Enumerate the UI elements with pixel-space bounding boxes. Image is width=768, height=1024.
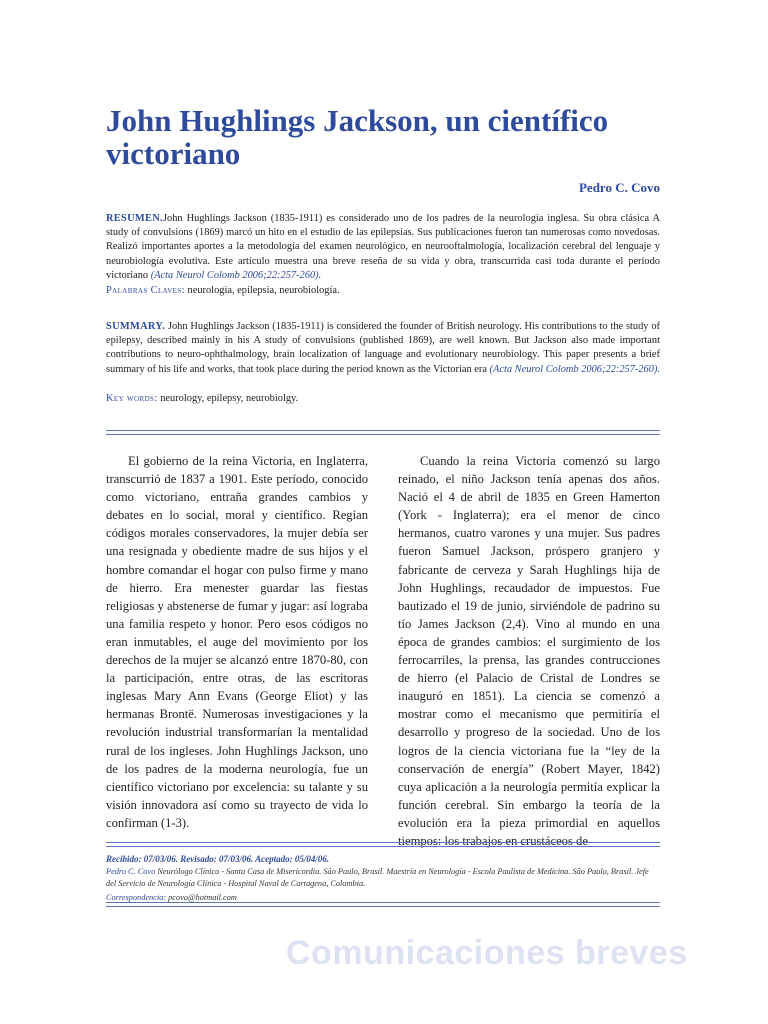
resumen-keywords-label: Palabras Claves: <box>106 285 185 296</box>
summary-citation: (Acta Neurol Colomb 2006;22:257-260). <box>489 363 661 375</box>
body-column-right: Cuando la reina Victoria comenzó su largo reinado, el niño Jackson tenía apenas dos años. Nació el 4 de abril de 1835 en Green Hamerton (York - Inglaterra); era el menor de cinco hermanos, cuatro varones y una mujer. Sus padres fueron Samuel Jackson, próspero granjero y fabricante de cerveza y Sarah Hughlings hija de John Hughlings, recaudador de impuestos. Fue bautizado el 19 de junio, sirviéndole de padrino su tío James Jackson (2,4). Vino al mundo en una época de grandes cambios: el surgimiento de los ferrocarriles, la prensa, las grandes contrucciones de hierro (el Palacio de Cristal de Londres se inauguró en 1851). La ciencia se comenzó a mostrar como el mecanismo que permitiría el desarrollo y progreso de la sociedad. Uno de los logros de la ciencia victoriana fue la “ley de la conservación de energía” (Robert Mayer, 1842) cuya aplicación a la neurología permitía explicar la función cerebral. Sin embargo la teoría de la evolución era la pieza primordial en aquellos tiempos: los trabajos en crustáceos de <box>398 454 660 848</box>
summary-keywords-text: neurology, epilepsy, neurobiolgy. <box>157 393 299 404</box>
footer-divider-top <box>106 842 660 843</box>
correspondence-email: pcovo@hotmail.com <box>166 893 237 902</box>
affiliation-name: Pedro C. Covo <box>106 867 156 876</box>
resumen-keywords <box>106 285 340 296</box>
header-divider-top <box>106 430 660 431</box>
correspondence-label: Correspondencia: <box>106 893 167 902</box>
resumen-abstract <box>106 212 660 283</box>
body-column-left: El gobierno de la reina Victoria, en Inglaterra, transcurrió de 1837 a 1901. Este período, conocido como victoriano, entraña grandes cambios y debates en lo social, moral y científico. Regían códigos morales conservadores, la mujer debía ser una resignada y obediente madre de sus hijos y el hombre comandar el hogar con pulso firme y mano de hierro. Era menester guardar las fiestas religiosas y abstenerse de fumar y jugar: así lograba una familia respeto y honor. Pero esos códigos no eran inmutables, el auge del movimiento por los derechos de la mujer se alcanzó entre 1870-80, con la participación, entre otras, de las escritoras inglesas Mary Ann Evans (George Eliot) y las hermanas Brontë. Numerosas investigaciones y la revolución industrial transformarían la mentalidad rural de los ingleses. John Hughlings Jackson, uno de los padres de la moderna neurología, fue un científico victoriano por excelencia: su talante y su visión innovadora así como su trayecto de vida lo confirman (1-3). <box>106 454 368 830</box>
affiliation-text: Neurólogo Clínico - Santa Casa de Misericordia. São Paulo, Brasil. Maestría en Neurología - Escola Paulista de Medicina. São Paulo, Brasil. Jefe del Servicio de Neurología Clínica - Hospital Naval de Cartagena, Colombia. <box>106 867 649 888</box>
footer-rule-lower-1 <box>106 902 660 903</box>
resumen-label: RESUMEN. <box>106 213 163 224</box>
footer-divider-bottom <box>106 846 660 847</box>
summary-keywords <box>106 393 298 404</box>
summary-label: SUMMARY. <box>106 321 166 332</box>
resumen-keywords-text: neurología, epilepsia, neurobiología. <box>184 285 340 296</box>
author-affiliation <box>106 866 660 889</box>
footer-rule-lower-2 <box>106 906 660 907</box>
article-title: John Hughlings Jackson, un científico victoriano <box>106 103 609 171</box>
header-divider-bottom <box>106 434 660 435</box>
summary-keywords-label: Key words: <box>106 393 158 404</box>
received-dates: Recibido: 07/03/06. Revisado: 07/03/06. Aceptado: 05/04/06. <box>106 854 330 864</box>
correspondence <box>106 893 237 902</box>
summary-text: John Hughlings Jackson (1835-1911) is considered the founder of British neurology. His contributions to the study of epilepsy, described mainly in his A study of convulsions (published 1869), are well known. But Jackson also made important contributions to neuro-ophthalmology, brain localization of language and evolutionary neurobiology. This paper presents a brief summary of his life and works, that took place during the period known as the Victorian era <box>106 321 660 375</box>
author-name: Pedro C. Covo <box>578 180 660 195</box>
summary-abstract <box>106 320 660 377</box>
resumen-citation: (Acta Neurol Colomb 2006;22:257-260). <box>150 269 322 281</box>
section-watermark: Comunicaciones breves <box>286 934 688 972</box>
resumen-text: John Hughlings Jackson (1835-1911) es considerado uno de los padres de la neurología inglesa. Su obra clásica A study of convulsions (1869) marcó un hito en el estudio de las epilepsias. Sus publicaciones fueron tan numerosas como novedosas. Realizó importantes aportes a la metodología del examen neurológico, en neurooftalmología, localización cerebral del lenguaje y neurobiología evolutiva. Este artículo muestra una breve reseña de su vida y obra, transcurrida casi toda durante el período victoriano <box>106 213 660 281</box>
